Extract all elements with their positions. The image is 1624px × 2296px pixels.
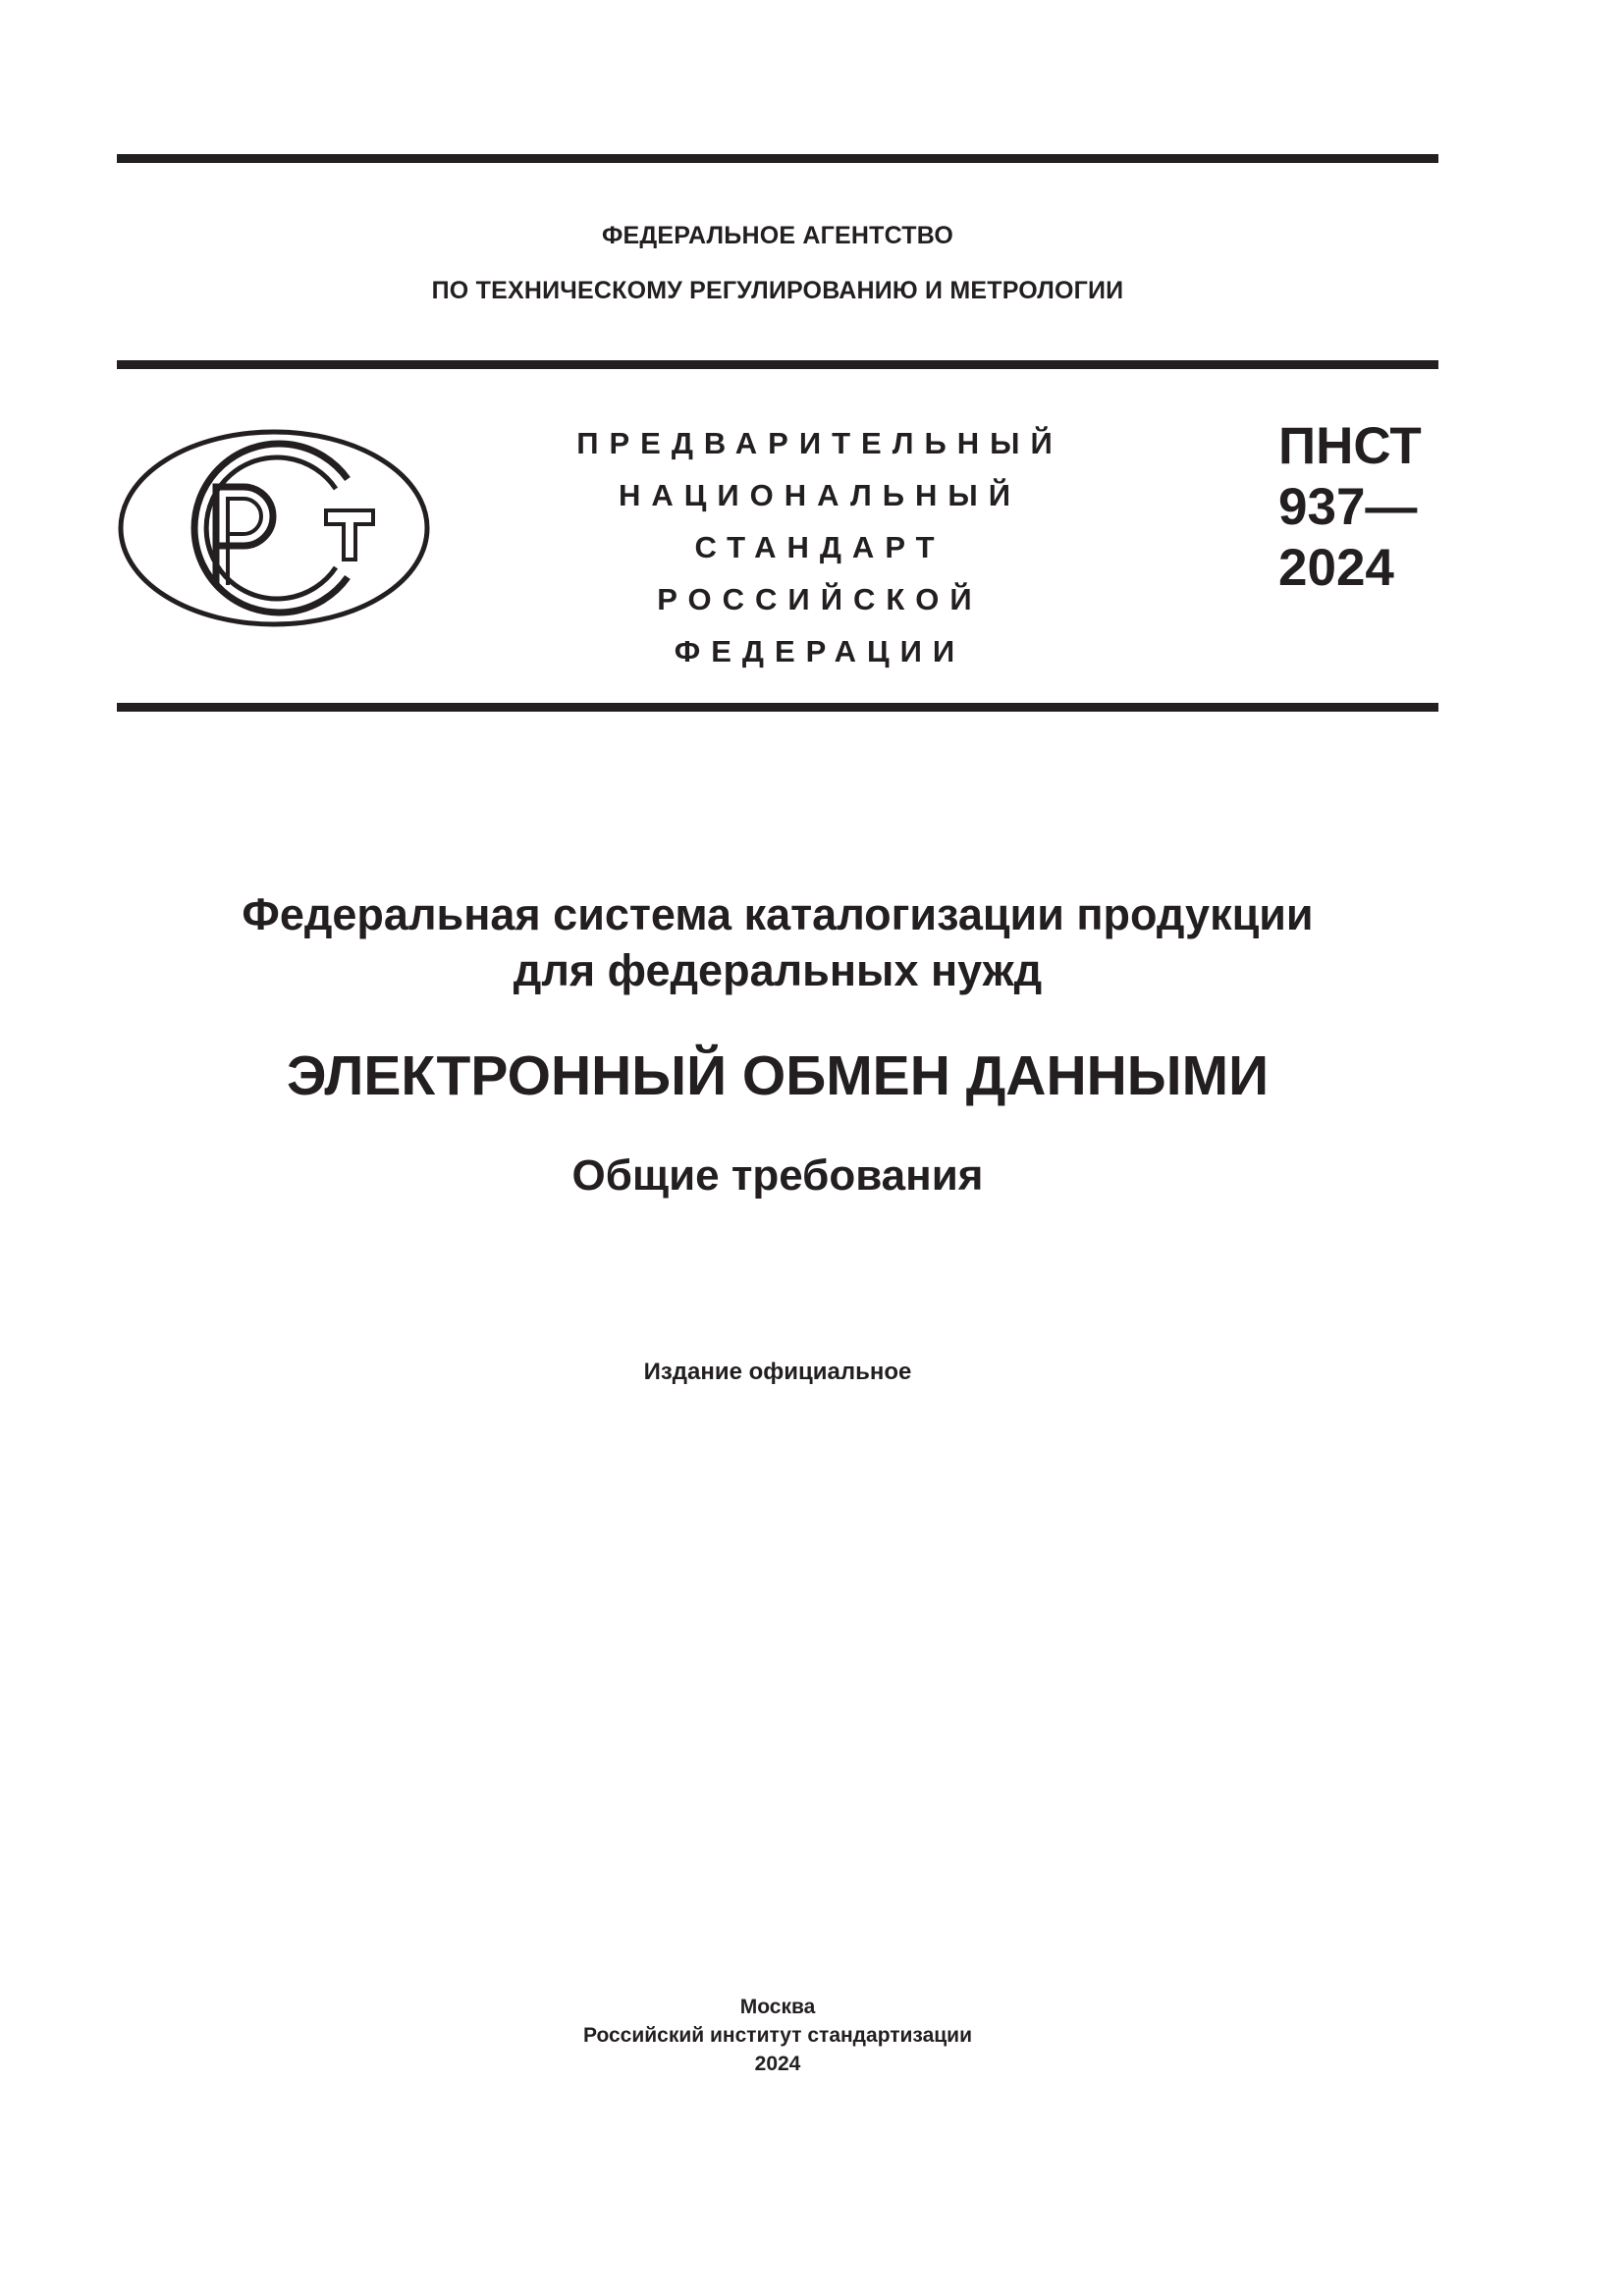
edition-note: Издание официальное <box>643 1359 912 1385</box>
standard-type-block <box>545 417 1095 677</box>
imprint-year: 2024 <box>754 2053 801 2075</box>
main-title: ЭЛЕКТРОННЫЙ ОБМЕН ДАННЫМИ <box>286 1044 1270 1107</box>
standard-type-line: РОССИЙСКОЙ <box>657 582 983 616</box>
standard-type-line: ФЕДЕРАЦИИ <box>674 634 966 668</box>
rst-conformity-mark-icon <box>116 428 432 628</box>
header-divider-rule <box>117 360 1438 369</box>
subtitle: Общие требования <box>571 1151 984 1200</box>
standard-type-line: СТАНДАРТ <box>694 530 946 564</box>
designation-year: 2024 <box>1278 539 1394 597</box>
standard-type-line: ПРЕДВАРИТЕЛЬНЫЙ <box>576 426 1063 460</box>
title-line-1: Федеральная система каталогизации продукции <box>242 889 1314 939</box>
masthead-bottom-rule <box>117 703 1438 712</box>
imprint-publisher: Российский институт стандартизации <box>582 2024 973 2047</box>
agency-line-2: ПО ТЕХНИЧЕСКОМУ РЕГУЛИРОВАНИЮ И МЕТРОЛОГИИ <box>431 277 1124 304</box>
standard-designation <box>1278 416 1422 599</box>
top-rule <box>117 154 1438 163</box>
title-line-2: для федеральных нужд <box>513 945 1043 995</box>
imprint-city: Москва <box>739 1996 816 2018</box>
agency-line-1: ФЕДЕРАЛЬНОЕ АГЕНТСТВО <box>602 222 953 249</box>
designation-number: 937— <box>1278 478 1418 536</box>
designation-prefix: ПНСТ <box>1278 417 1422 475</box>
standard-type-line: НАЦИОНАЛЬНЫЙ <box>618 478 1022 512</box>
